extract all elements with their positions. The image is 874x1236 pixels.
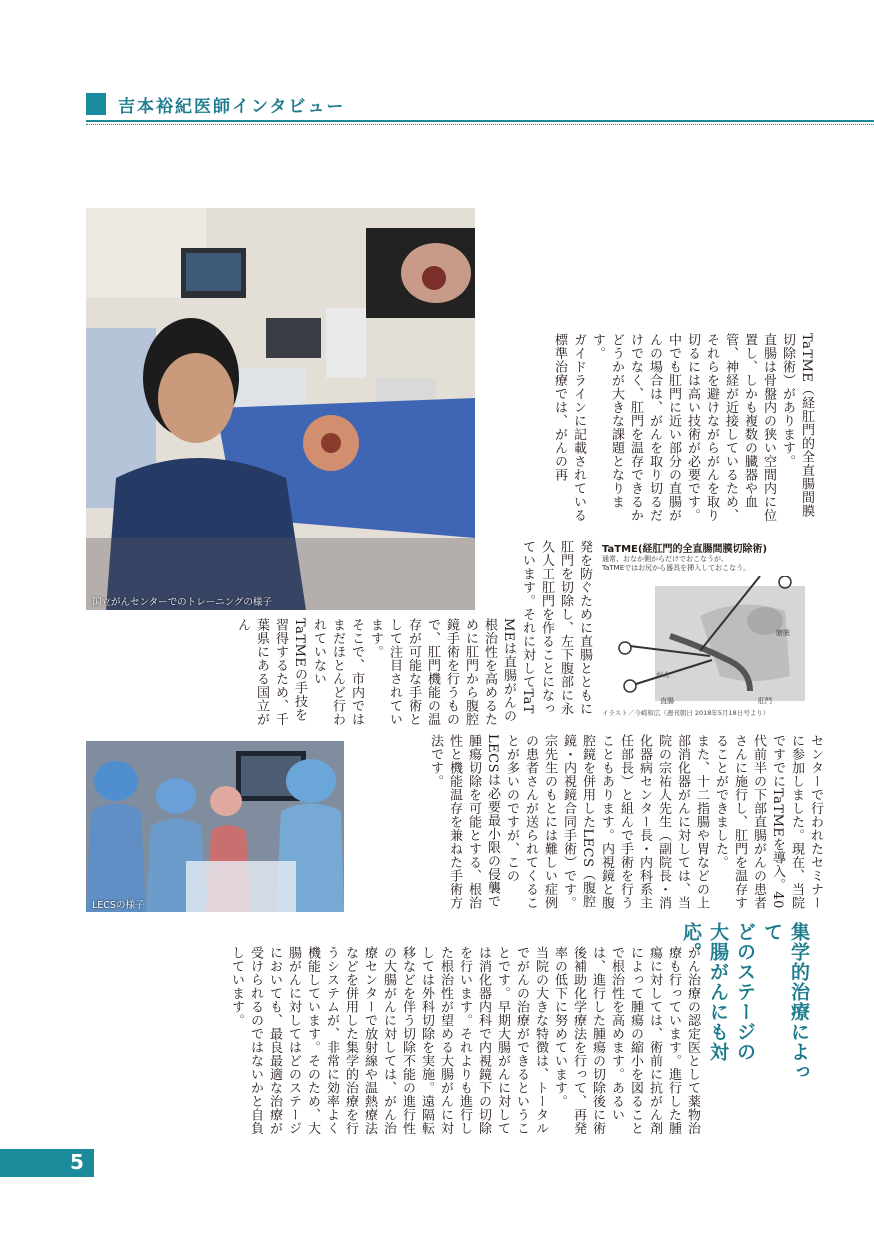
page-title: 吉本裕紀医師インタビュー [118,97,346,117]
illustration-note-1: 通常、おなか側からだけでおこなうが、 [602,555,728,563]
section-heading: 集学的治療によって どのステージの 大腸がんにも対応。 [680,922,810,1082]
illustration-title: TaTME(経肛門的全直腸間膜切除術) [602,544,768,555]
header-accent-square [86,93,106,115]
training-photo-caption: 国立がんセンターでのトレーニングの様子 [92,597,272,608]
label-rectum: 直腸 [660,697,674,705]
training-photo-image [86,208,475,610]
lecs-photo-image [86,741,344,912]
illustration-credit: イラスト／今崎和広（週刊朝日 2018年5月18日号より） [602,709,770,717]
header-rule [86,120,874,122]
lecs-photo [86,741,344,912]
training-photo [86,208,475,610]
label-anus: 肛門 [758,697,772,705]
body-column-right: がん治療の認定医として薬物治療も行っています。進行した腫瘍に対しては、術前に抗がん剤によって腫瘍の縮小を図ることで根治性を高めます。あるいは、進行した腫瘍の切除後に術後補助化学療法を行って、再発率の低下に努めています。 当院の大きな特徴は、トータルでがんの治療ができるということです。早期大腸がんに対しては消化器内科で内視鏡下の切除を行います。それよりも進行した根治性が望める大腸がんに対しては外科切除を実施。遠隔転移などを伴う切除不能の進行性の大腸がんに対しては、がん治療センターで放射線や温熱療法などを併用した集学的治療を行うシステムが、非常に効率よく機能しています。そのため、大腸がんに対してはどのステージにおいても、最良最適な治療が受けられるのではないかと自負しています。 [229,946,700,1135]
page-number: 5 [70,1150,84,1174]
header-dotted-rule [86,124,874,125]
label-cancer: がん [656,671,670,679]
label-bladder: 膀胱 [776,629,790,637]
illustration-note-2: TaTMEではお尻から器具を挿入しておこなう。 [602,564,751,572]
body-column-top-left: TaTME（経肛門的全直腸間膜切除術）があります。 直腸は骨盤内の狭い空間内に位置し、しかも複数の臓器や血管、神経が近接しているため、それらを避けながらがんを取り切るには高い技術が必要です。中でも肛門に近い部分の直腸がんの場合は、がんを取り切るだけでなく、肛門を温存できるかどうかが大きな課題となります。 ガイドラインに記載されている標準治療では、がんの再 [552,333,814,522]
tatme-illustration [600,538,810,718]
body-column-mid-left-lower: MEは直腸がんの根治性を高めるために肛門から腹腔鏡手術を行うもので、肛門機能の温存が可能な手術として注目されています。 そこで、市内ではまだほとんど行われていないTaTMEの手技を習得するため、千葉県にある国立がん [235,618,516,726]
body-column-mid-left: 発を防ぐために直腸とともに肛門を切除し、左下腹部に永久人工肛門を作ることになっています。それに対してTaT [520,540,592,716]
body-column-center: センターで行われたセミナーに参加しました。現在、当院ですでにTaTMEを導入。40代前半の下部直腸がんの患者さんに施行し、肛門を温存することができました。 また、十二指腸や胃などの上部消化器がんに対しては、当院の宗祐人先生（副院長・消化器病センター長・内科系主任部長）と組んで手術を行うこともあります。内視鏡と腹腔鏡を併用したLECS（腹腔鏡・内視鏡合同手術）です。宗先生のもとには難しい症例の患者さんが送られてくることが多いのですが、このLECSは必要最小限の侵襲で腫瘍切除を可能とする、根治性と機能温存を兼ねた手術方法です。 [428,734,823,910]
lecs-photo-caption: LECSの様子 [92,900,145,911]
pelvis-diagram [600,576,810,704]
